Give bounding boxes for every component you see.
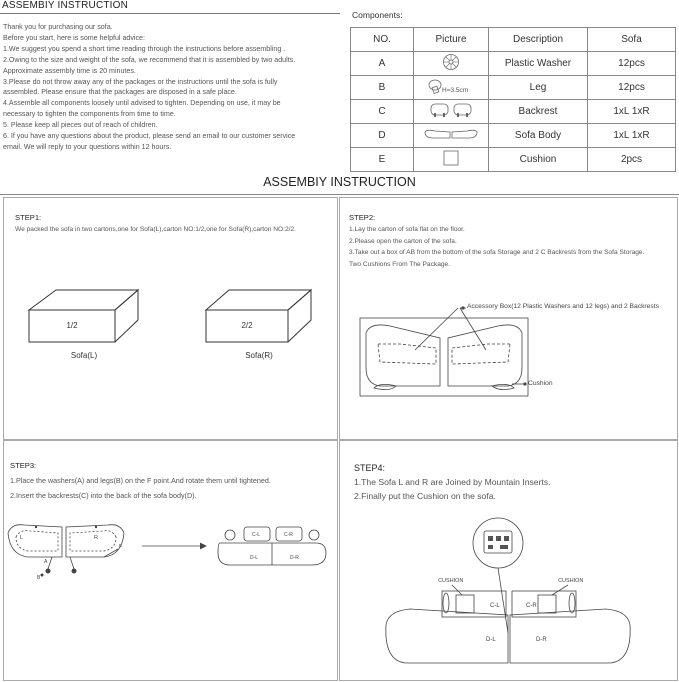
step3-panel xyxy=(3,440,338,681)
intro-line: 1.We suggest you spend a short time reading through the instructions before assembling . xyxy=(3,44,286,53)
intro-line: 3.Please do not throw away any of the packages or the instructions until the sofa is fully xyxy=(3,77,278,86)
step4-text xyxy=(354,475,551,503)
cushion-callout: Cushion xyxy=(528,380,553,387)
step2-line: Two Cushions From The Package. xyxy=(349,260,451,268)
step1-label: STEP1: xyxy=(15,213,42,222)
row-qty: 1xL 1xR xyxy=(588,124,676,148)
diagram-label: CUSHION xyxy=(438,578,464,584)
step1-cartons-diagram xyxy=(4,258,337,378)
step4-label: STEP4: xyxy=(354,463,386,473)
diagram-label: C-L xyxy=(252,532,261,538)
row-no: D xyxy=(351,124,414,148)
step2-panel xyxy=(339,197,678,440)
step3-line: 2.Insert the backrests(C) into the back of the sofa body(D). xyxy=(10,491,197,500)
washer-icon xyxy=(414,52,489,76)
step4-panel xyxy=(339,440,678,681)
diagram-label: C-R xyxy=(526,603,537,609)
row-description: Backrest xyxy=(489,100,588,124)
step2-line: 2.Please open the carton of the sofa. xyxy=(349,237,457,245)
table-row xyxy=(351,124,676,148)
leg-icon xyxy=(414,76,489,100)
section-divider xyxy=(0,194,679,195)
header-sofa: Sofa xyxy=(588,28,676,52)
diagram-label: D-L xyxy=(250,555,259,561)
diagram-label: B xyxy=(37,575,41,581)
row-description: Cushion xyxy=(489,148,588,172)
step2-text xyxy=(349,224,679,270)
row-qty: 12pcs xyxy=(588,52,676,76)
diagram-label: C-L xyxy=(490,603,500,609)
cushion-icon xyxy=(414,148,489,172)
intro-line: Thank you for purchasing our sofa. xyxy=(3,23,113,31)
step3-text xyxy=(10,473,271,503)
components-table xyxy=(350,27,676,172)
diagram-label: L xyxy=(20,535,24,541)
table-row xyxy=(351,148,676,172)
step4-final-sofa-diagram xyxy=(340,511,677,671)
step2-label: STEP2: xyxy=(349,213,376,222)
row-qty: 1xL 1xR xyxy=(588,100,676,124)
row-no: E xyxy=(351,148,414,172)
row-description: Plastic Washer xyxy=(489,52,588,76)
diagram-label: CUSHION xyxy=(558,578,584,584)
carton-caption: Sofa(R) xyxy=(245,351,273,360)
header-divider xyxy=(0,13,340,14)
diagram-label: C-R xyxy=(284,532,293,538)
step3-line: 1.Place the washers(A) and legs(B) on the F point.And rotate them until tightened. xyxy=(10,476,271,485)
sofa-body-icon xyxy=(414,124,489,148)
intro-line: Approximate assembly time is 20 minutes. xyxy=(3,66,136,75)
intro-line: Before you start, here is some helpful advice: xyxy=(3,33,145,42)
intro-advice xyxy=(3,22,343,153)
step1-panel xyxy=(3,197,338,440)
intro-line: 6. If you have any questions about the product, please send an email to our customer service xyxy=(3,132,296,141)
row-qty: 2pcs xyxy=(588,148,676,172)
row-no: B xyxy=(351,76,414,100)
carton-number: 1/2 xyxy=(66,321,78,330)
intro-line: 4.Assemble all components loosely until advised to tighten. Depending on use, it may be xyxy=(3,99,281,108)
leg-height-label: H=3.5cm xyxy=(442,87,469,94)
intro-line: email. We will reply to your questions within 12 hours. xyxy=(3,142,172,151)
step1-text: We packed the sofa in two cartons,one for Sofa(L),carton NO:1/2,one for Sofa(R),carton NO:2/2. xyxy=(15,226,296,233)
row-qty: 12pcs xyxy=(588,76,676,100)
table-row xyxy=(351,52,676,76)
step2-open-carton-diagram xyxy=(340,298,677,408)
intro-line: assembled. Please ensure that the packages are disposed in a safe place. xyxy=(3,88,237,97)
table-header-row xyxy=(351,28,676,52)
table-row xyxy=(351,100,676,124)
header-no: NO. xyxy=(351,28,414,52)
accessory-box-callout: Accessory Box(12 Plastic Washers and 12 legs) and 2 Backrests xyxy=(467,303,659,310)
diagram-label: A xyxy=(44,559,48,565)
diagram-label: R xyxy=(94,535,98,541)
step2-line: 3.Take out a box of AB from the bottom of the sofa Storage and 2 C Backrests from the Sofa Storage. xyxy=(349,249,645,256)
table-row xyxy=(351,76,676,100)
diagram-label: D-R xyxy=(536,637,547,643)
step4-line: 2.Finally put the Cushion on the sofa. xyxy=(354,491,496,501)
step4-line: 1.The Sofa L and R are Joined by Mountain Inserts. xyxy=(354,477,551,487)
intro-line: 2.Owing to the size and weight of the sofa, we recommend that it is assembled by two adults. xyxy=(3,55,296,64)
step2-line: 1.Lay the carton of sofa flat on the floor. xyxy=(349,226,465,233)
diagram-label: F xyxy=(119,544,123,550)
page-header: ASSEMBIY INSTRUCTION xyxy=(2,0,129,11)
header-picture: Picture xyxy=(414,28,489,52)
step3-label: STEP3: xyxy=(10,461,37,470)
carton-number: 2/2 xyxy=(241,321,253,330)
diagram-label: D-R xyxy=(290,555,299,561)
header-description: Description xyxy=(489,28,588,52)
section-title: ASSEMBIY INSTRUCTION xyxy=(263,175,416,189)
backrest-icon xyxy=(414,100,489,124)
diagram-label: D-L xyxy=(486,637,496,643)
components-title: Components: xyxy=(352,10,403,20)
row-no: C xyxy=(351,100,414,124)
intro-line: necessary to tighten the components from time to time. xyxy=(3,110,176,119)
carton-caption: Sofa(L) xyxy=(70,351,98,360)
step3-assembly-diagram xyxy=(4,511,337,591)
row-description: Leg xyxy=(489,76,588,100)
intro-line: 5. Please keep all pieces out of reach of children. xyxy=(3,121,158,130)
row-description: Sofa Body xyxy=(489,124,588,148)
row-no: A xyxy=(351,52,414,76)
